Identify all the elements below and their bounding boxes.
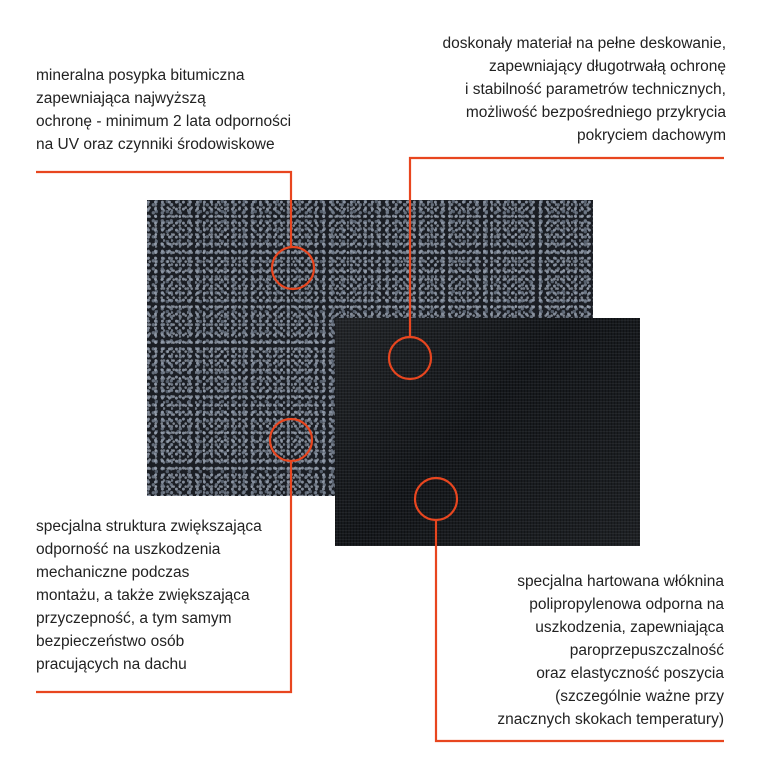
callout-text-top-left (36, 64, 291, 156)
callout-line: (szczególnie ważne przy (555, 688, 724, 705)
callout-line: przyczepność, a tym samym (36, 610, 232, 627)
callout-line: zapewniająca najwyższą (36, 90, 206, 107)
polypropylene-fabric-image (335, 318, 640, 546)
callout-line: pracujących na dachu (36, 656, 187, 673)
callout-line: polipropylenowa odporna na (529, 596, 724, 613)
callout-line: montażu, a także zwiększająca (36, 587, 250, 604)
callout-text-bottom-right (497, 570, 724, 731)
callout-line: pokryciem dachowym (576, 127, 726, 144)
callout-line: specjalna hartowana włóknina (517, 573, 724, 590)
callout-line: oraz elastyczność poszycia (536, 665, 724, 682)
callout-line: znacznych skokach temperatury) (497, 711, 724, 728)
callout-text-top-right (443, 32, 726, 147)
callout-line: doskonały materiał na pełne deskowanie, (442, 35, 726, 52)
callout-line: i stabilność parametrów technicznych, (464, 81, 726, 98)
callout-line: bezpieczeństwo osób (36, 633, 185, 650)
callout-line: na UV oraz czynniki środowiskowe (36, 136, 275, 153)
callout-line: ochronę - minimum 2 lata odporności (36, 113, 292, 130)
callout-line: odporność na uszkodzenia (36, 541, 221, 558)
callout-line: uszkodzenia, zapewniająca (535, 619, 724, 636)
callout-text-bottom-left (36, 515, 262, 676)
callout-line: specjalna struktura zwiększająca (36, 518, 262, 535)
callout-line: zapewniający długotrwałą ochronę (489, 58, 726, 75)
callout-line: mineralna posypka bitumiczna (36, 67, 245, 84)
callout-line: możliwość bezpośredniego przykrycia (465, 104, 726, 121)
callout-line: paroprzepuszczalność (569, 642, 724, 659)
callout-line: mechaniczne podczas (36, 564, 190, 581)
